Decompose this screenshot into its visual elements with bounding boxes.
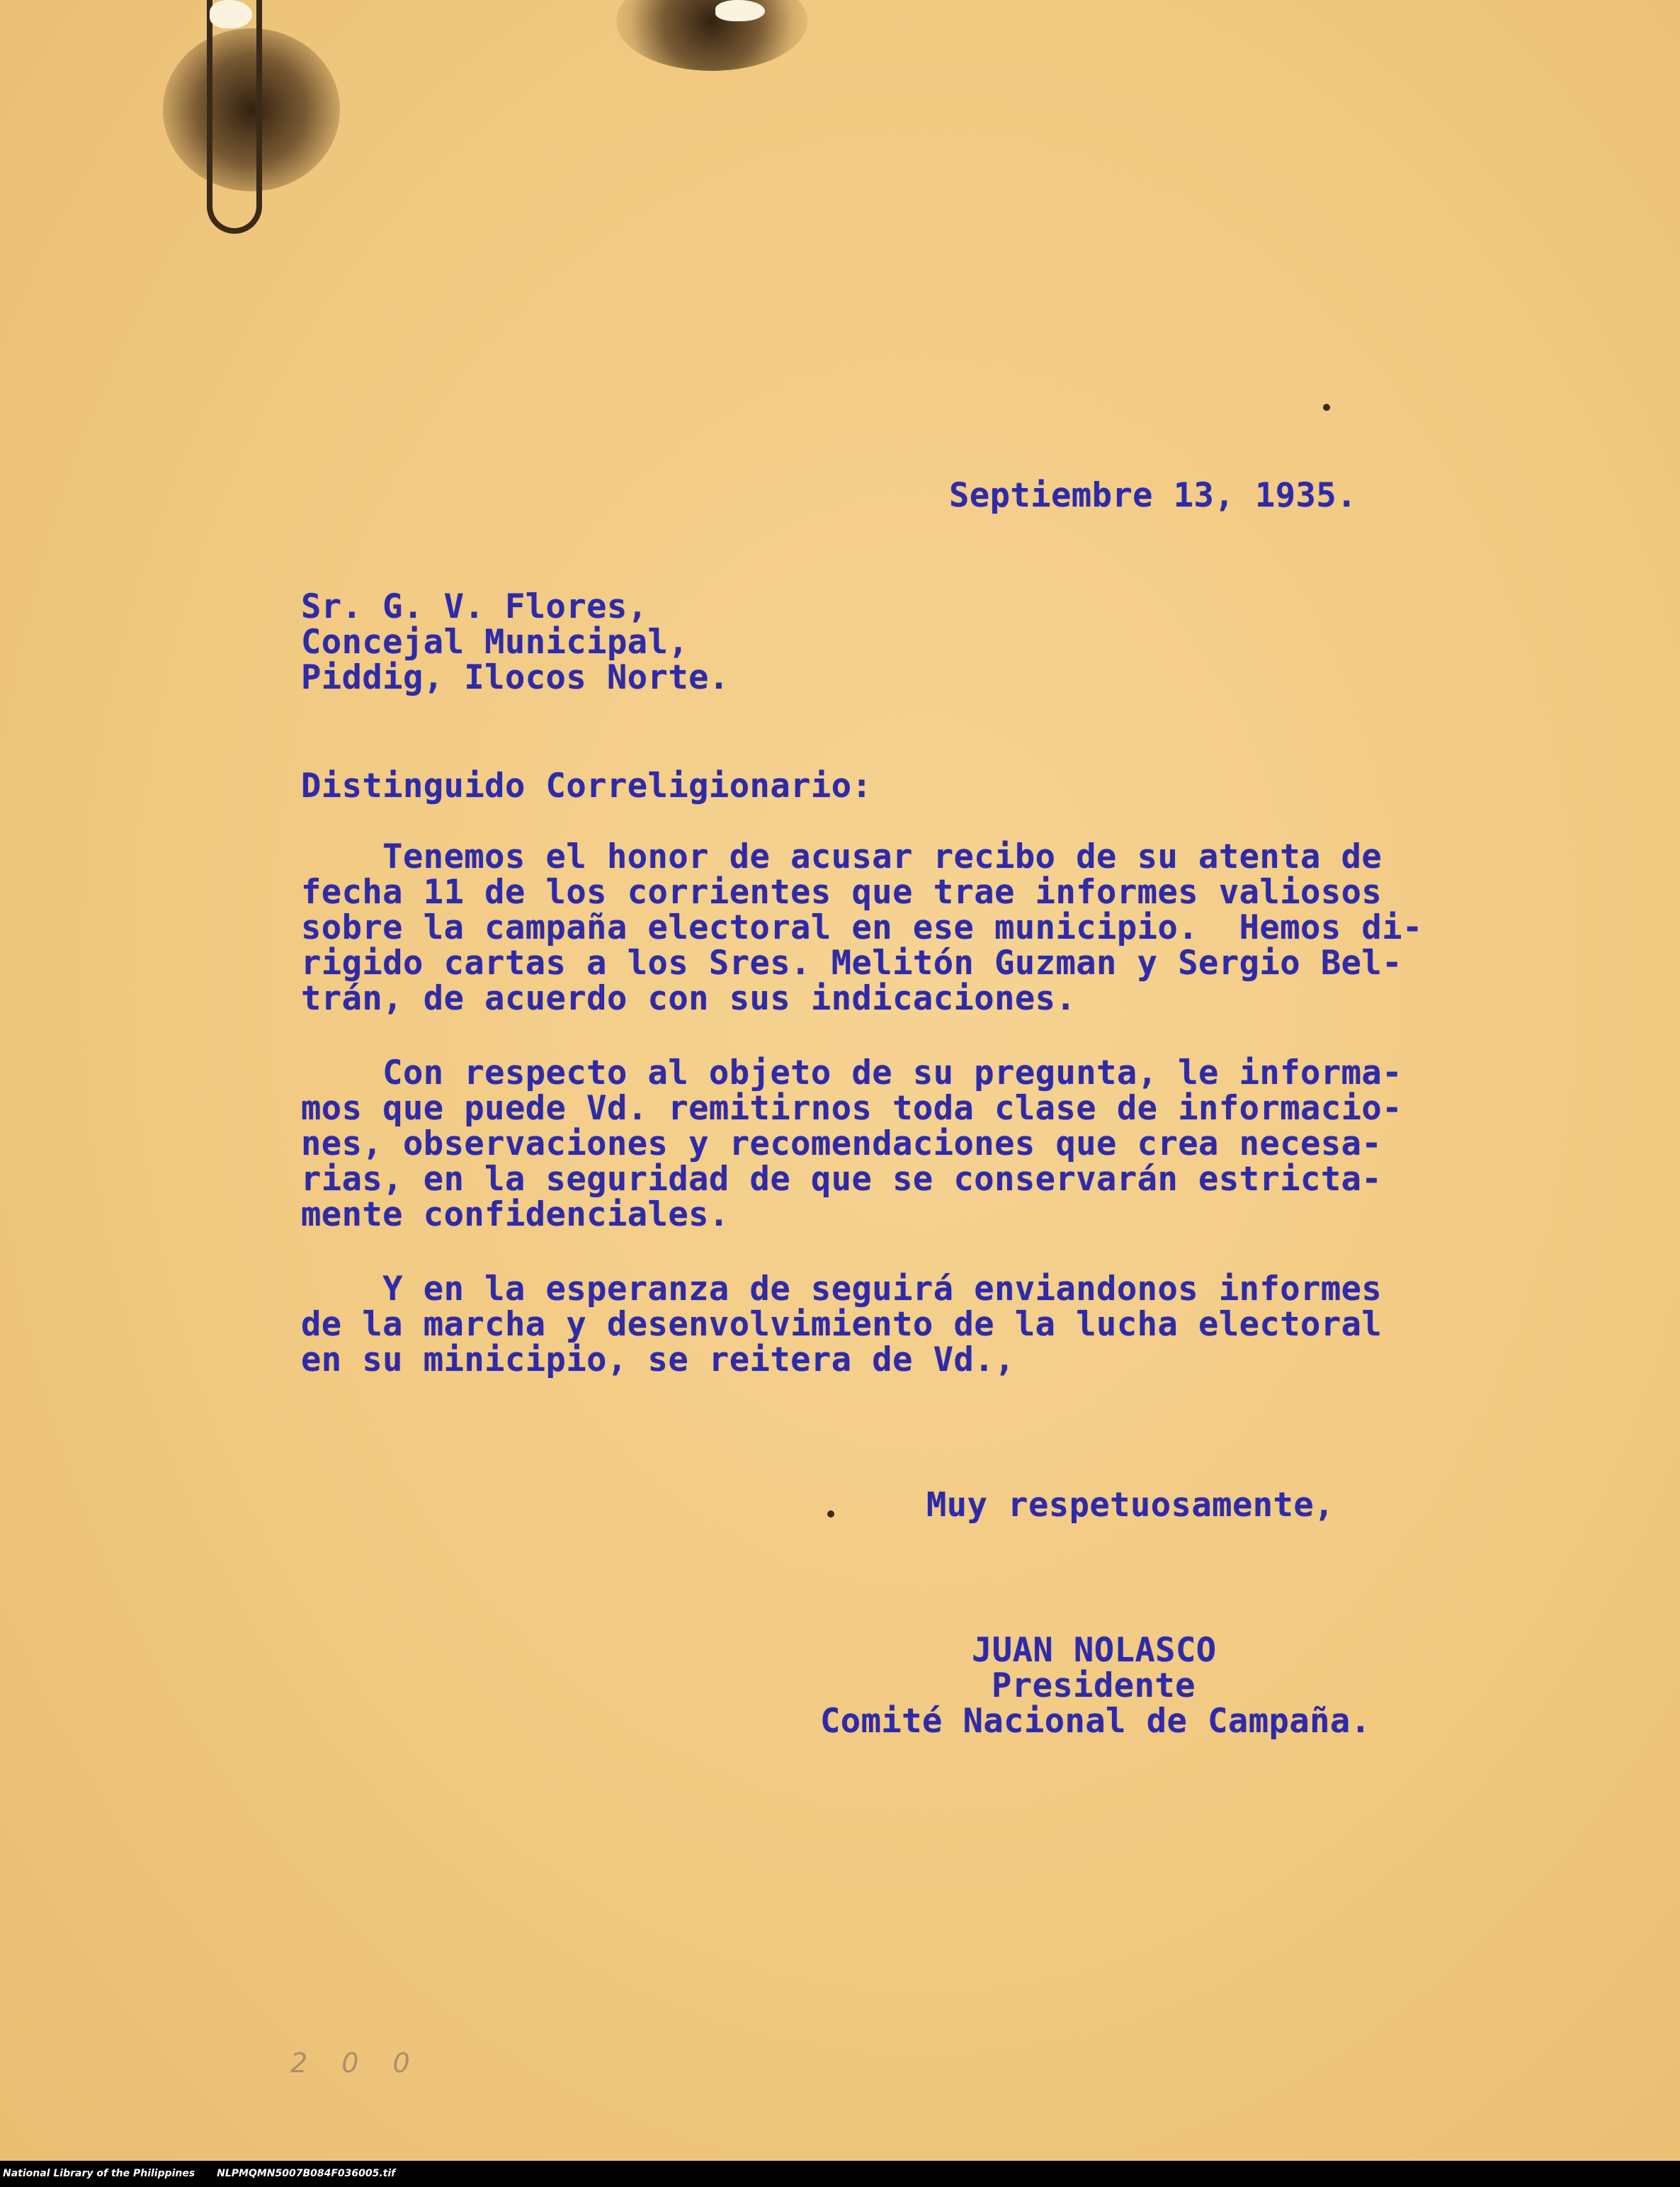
letter-date: Septiembre 13, 1935. xyxy=(949,476,1357,515)
pencil-notation: 2 0 0 xyxy=(290,2047,423,2079)
body-line: sobre la campaña electoral en ese municipio. Hemos di- xyxy=(301,908,1423,947)
signer-name: JUAN NOLASCO xyxy=(972,1631,1217,1670)
recipient-location: Piddig, Ilocos Norte. xyxy=(301,658,730,697)
body-line: mente confidenciales. xyxy=(301,1195,730,1234)
body-line: rigido cartas a los Sres. Melitón Guzman y Sergio Bel- xyxy=(301,944,1403,983)
signer-organization: Comité Nacional de Campaña. xyxy=(820,1702,1371,1741)
recipient-position: Concejal Municipal, xyxy=(301,623,689,662)
signer-title: Presidente xyxy=(992,1666,1196,1705)
torn-hole-right xyxy=(715,0,765,21)
body-line: fecha 11 de los corrientes que trae informes valiosos xyxy=(301,873,1383,912)
ink-speck xyxy=(827,1510,834,1518)
burn-mark-right xyxy=(616,0,807,71)
ink-speck xyxy=(1323,404,1330,411)
recipient-name: Sr. G. V. Flores, xyxy=(301,587,648,626)
body-line: de la marcha y desenvolvimiento de la lucha electoral xyxy=(301,1305,1383,1344)
body-line: trán, de acuerdo con sus indicaciones. xyxy=(301,979,1077,1018)
body-line: rias, en la seguridad de que se conservarán estricta- xyxy=(301,1160,1383,1199)
closing: Muy respetuosamente, xyxy=(926,1486,1334,1525)
body-line: Tenemos el honor de acusar recibo de su atenta de xyxy=(301,837,1383,876)
body-line: Con respecto al objeto de su pregunta, le informa- xyxy=(301,1053,1403,1092)
body-line: mos que puede Vd. remitirnos toda clase de informacio- xyxy=(301,1089,1403,1128)
body-line: Y en la esperanza de seguirá enviandonos informes xyxy=(301,1270,1383,1309)
torn-hole-left xyxy=(210,0,252,28)
footer-institution: National Library of the Philippines xyxy=(3,2168,195,2179)
body-line: nes, observaciones y recomendaciones que crea necesa- xyxy=(301,1124,1383,1163)
footer-file-id: NLPMQMN5007B084F036005.tif xyxy=(217,2168,396,2179)
salutation: Distinguido Correligionario: xyxy=(301,767,873,806)
body-line: en su minicipio, se reitera de Vd., xyxy=(301,1340,1015,1379)
paper-clip-stain xyxy=(207,0,262,234)
archive-footer xyxy=(0,2161,1680,2187)
